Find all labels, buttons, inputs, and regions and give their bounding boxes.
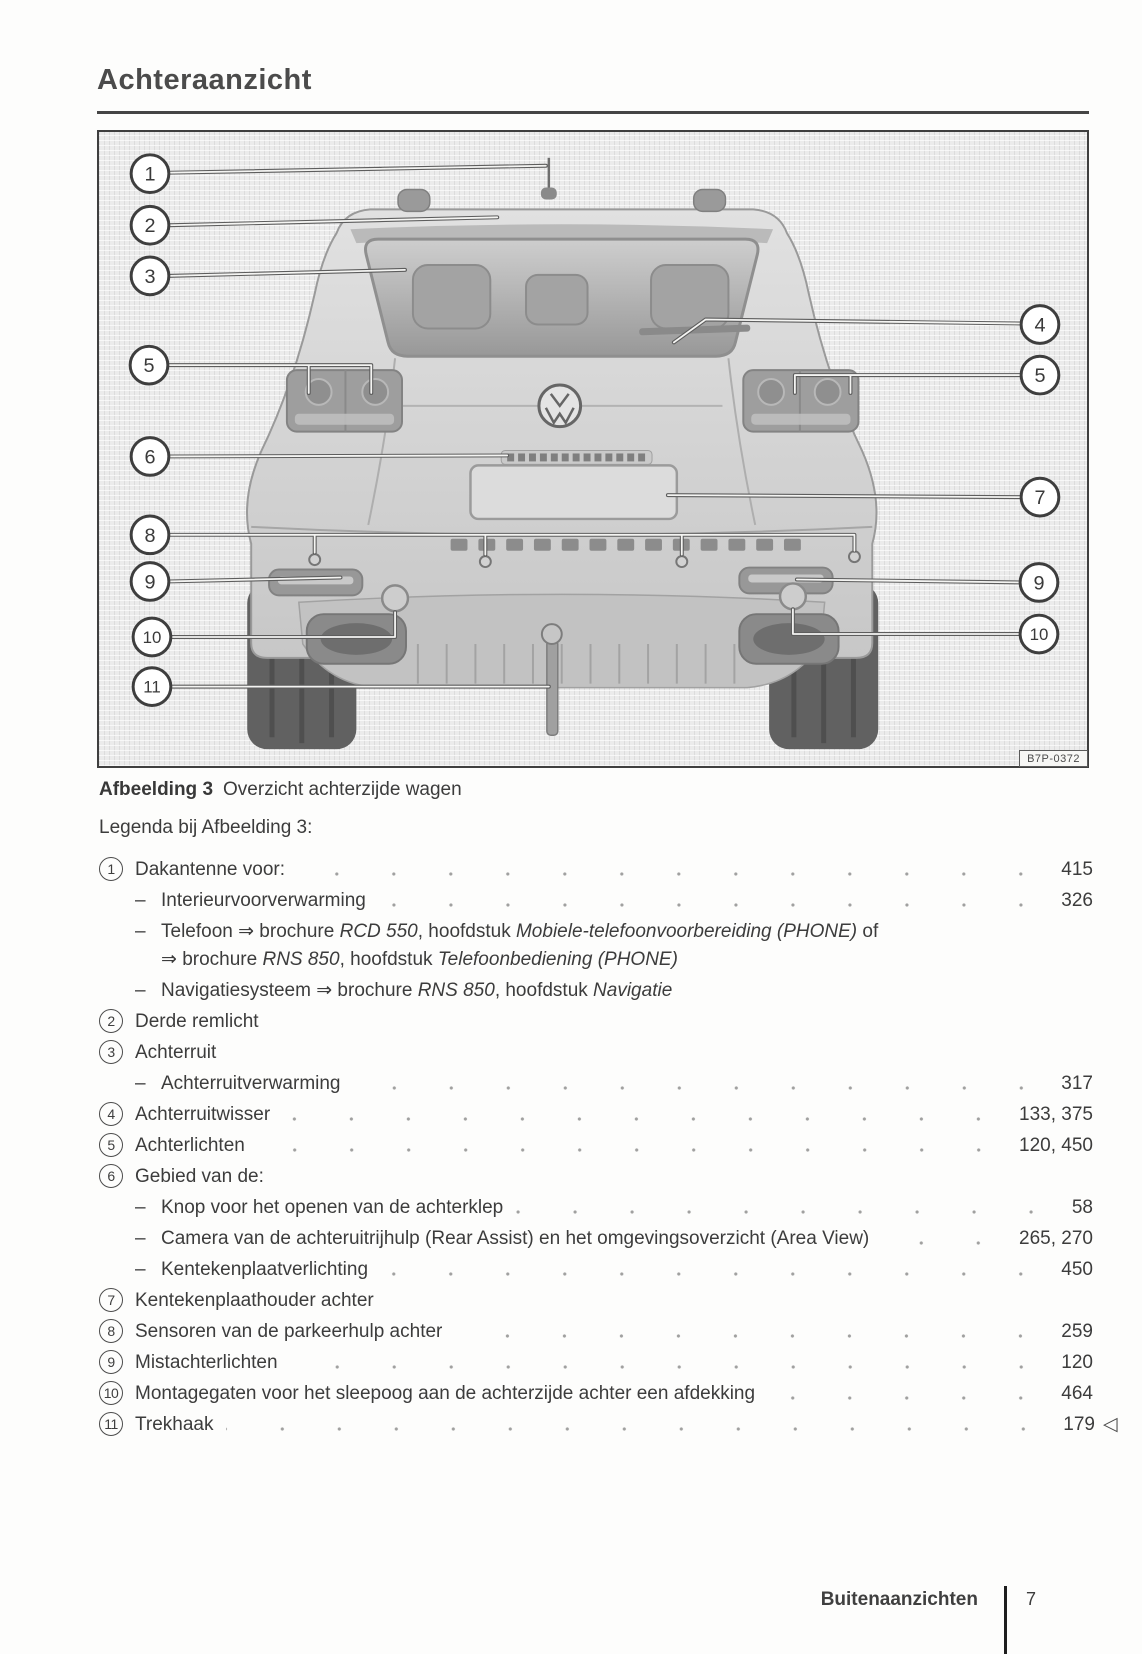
legend-item-page-ref: 179 — [1063, 1414, 1095, 1435]
dot-leader — [454, 1333, 1049, 1339]
callout-10-left — [133, 618, 171, 656]
legend-item — [99, 1320, 1093, 1343]
legend-item-text: Dakantenne voor: — [135, 859, 285, 880]
callout-2 — [131, 206, 169, 244]
legend-item-page-ref: 464 — [1061, 1383, 1093, 1404]
legend-item-text: Navigatiesysteem ⇒ brochure RNS 850, hoofdstuk Navigatie — [161, 980, 673, 1001]
svg-text:9: 9 — [144, 571, 156, 594]
legend-item-text: Kentekenplaatverlichting — [161, 1259, 369, 1280]
callout-1 — [131, 155, 169, 193]
legend-item — [99, 1165, 1093, 1188]
legend-item-text: Trekhaak — [135, 1414, 214, 1435]
tailgate-handle-strip — [501, 450, 652, 464]
legend-item-text: Telefoon ⇒ brochure RCD 550, hoofdstuk Mobiele-telefoonvoorbereiding (PHONE) of — [161, 921, 879, 942]
title-rule — [97, 111, 1089, 114]
legend-item-text: Mistachterlichten — [135, 1352, 278, 1373]
section-end-triangle: ◁ — [1103, 1414, 1118, 1435]
legend-item-text: Interieurvoorverwarming — [161, 890, 366, 911]
legend-item-page-ref: 326 — [1061, 890, 1093, 911]
legend-item-number: 5 — [99, 1133, 123, 1157]
legend-item — [99, 1103, 1093, 1126]
legend-item — [99, 948, 1093, 971]
svg-text:8: 8 — [144, 524, 156, 547]
svg-text:2: 2 — [144, 215, 156, 238]
legend-item-text: Achterlichten — [135, 1135, 245, 1156]
dot-leader — [282, 1116, 1007, 1122]
callout-5-left — [130, 346, 168, 384]
callout-8 — [131, 516, 169, 554]
callout-10-right — [1020, 615, 1058, 653]
legend-item-page-ref: 133, 375 — [1019, 1104, 1093, 1125]
tow-eye-cover-right — [780, 583, 806, 609]
dot-leader — [297, 871, 1049, 877]
legend-item-text: Camera van de achteruitrijhulp (Rear Assist) en het omgevingsoverzicht (Area View) — [161, 1228, 870, 1249]
fog-light-left — [269, 570, 362, 596]
figure-caption — [99, 779, 462, 801]
legend-item-number: 8 — [99, 1319, 123, 1343]
legend-item — [99, 1289, 1093, 1312]
figure-caption-text: Overzicht achterzijde wagen — [223, 779, 462, 800]
legend-item-text: Achterruitwisser — [135, 1104, 271, 1125]
image-code-label: B7P-0372 — [1019, 750, 1088, 767]
rear-view-figure — [97, 130, 1089, 768]
svg-text:10: 10 — [1029, 624, 1049, 644]
dot-leader — [881, 1240, 1007, 1246]
legend-item — [99, 858, 1093, 881]
legend-item-text: Sensoren van de parkeerhulp achter — [135, 1321, 443, 1342]
dot-leader — [515, 1209, 1060, 1215]
legend-item — [99, 889, 1093, 912]
legend-item — [99, 1041, 1093, 1064]
legend-list — [99, 858, 1118, 1444]
callout-3 — [131, 257, 169, 295]
legend-item-dash: – — [135, 890, 146, 911]
svg-text:10: 10 — [142, 627, 162, 647]
legend-item-number: 10 — [99, 1381, 123, 1405]
headrest-middle — [526, 275, 588, 325]
tail-light-right — [743, 370, 858, 432]
footer-page-number: 7 — [1026, 1589, 1037, 1609]
dot-leader — [378, 902, 1049, 908]
legend-item — [99, 1134, 1093, 1157]
svg-text:1: 1 — [144, 163, 156, 186]
svg-text:11: 11 — [143, 677, 161, 697]
legend-item-page-ref: 265, 270 — [1019, 1228, 1093, 1249]
legend-item-number: 9 — [99, 1350, 123, 1374]
dot-leader — [290, 1364, 1050, 1370]
callout-9-right — [1020, 564, 1058, 602]
legend-item-text: Gebied van de: — [135, 1166, 264, 1187]
svg-text:5: 5 — [1034, 365, 1046, 388]
legend-item-page-ref: 415 — [1061, 859, 1093, 880]
legend-item-number: 6 — [99, 1164, 123, 1188]
callout-11 — [133, 668, 171, 706]
legend-item-number: 4 — [99, 1102, 123, 1126]
page-title: Achteraanzicht — [97, 64, 312, 96]
rear-view-diagram — [99, 132, 1086, 765]
licence-plate-holder — [470, 465, 676, 519]
legend-item — [99, 1072, 1093, 1095]
legend-item-text: Kentekenplaathouder achter — [135, 1290, 374, 1311]
dot-leader — [353, 1085, 1050, 1091]
legend-item-page-ref: 317 — [1061, 1073, 1093, 1094]
roof-rails — [398, 190, 725, 212]
page-footer — [99, 1586, 1093, 1654]
legend-item-dash: – — [135, 921, 146, 942]
rear-window — [365, 239, 757, 356]
legend-item — [99, 1227, 1093, 1250]
legend-item — [99, 1196, 1093, 1219]
legend-item-number: 11 — [99, 1412, 123, 1436]
tail-light-left — [287, 370, 402, 432]
legend-item — [99, 1413, 1118, 1436]
dot-leader — [380, 1271, 1049, 1277]
legend-item-page-ref: 58 — [1071, 1197, 1093, 1218]
legend-item-text: ⇒ brochure RNS 850, hoofdstuk Telefoonbediening (PHONE) — [161, 949, 678, 970]
legend-item — [99, 1258, 1093, 1281]
legend-item-text: Derde remlicht — [135, 1011, 259, 1032]
dot-leader — [767, 1395, 1049, 1401]
legend-item-text: Montagegaten voor het sleepoog aan de achterzijde achter een afdekking — [135, 1383, 756, 1404]
callout-4 — [1021, 306, 1059, 344]
tow-eye-cover-left — [382, 585, 408, 611]
figure-caption-label: Afbeelding 3 — [99, 779, 214, 800]
legend-item-number: 3 — [99, 1040, 123, 1064]
svg-text:7: 7 — [1034, 487, 1046, 510]
dot-leader — [257, 1147, 1007, 1153]
legend-item — [99, 979, 1093, 1002]
legend-item-dash: – — [135, 1228, 146, 1249]
svg-text:9: 9 — [1033, 572, 1045, 595]
callout-9-left — [131, 563, 169, 601]
callout-6 — [131, 438, 169, 476]
legend-item — [99, 1010, 1093, 1033]
legend-item-dash: – — [135, 1259, 146, 1280]
dot-leader — [226, 1426, 1052, 1432]
legend-item-page-ref: 259 — [1061, 1321, 1093, 1342]
legend-item-page-ref: 120 — [1061, 1352, 1093, 1373]
legend-item-text: Knop voor het openen van de achterklep — [161, 1197, 504, 1218]
legend-item — [99, 1382, 1093, 1405]
legend-item-dash: – — [135, 1073, 146, 1094]
headrest-left — [413, 265, 490, 328]
svg-text:5: 5 — [143, 355, 155, 378]
svg-text:6: 6 — [144, 446, 156, 469]
legend-heading: Legenda bij Afbeelding 3: — [99, 817, 313, 838]
legend-item — [99, 920, 1093, 943]
svg-text:4: 4 — [1034, 314, 1046, 337]
legend-item — [99, 1351, 1093, 1374]
svg-text:3: 3 — [144, 265, 156, 288]
legend-item-number: 1 — [99, 857, 123, 881]
legend-item-dash: – — [135, 980, 146, 1001]
legend-item-text: Achterruitverwarming — [161, 1073, 341, 1094]
legend-item-number: 7 — [99, 1288, 123, 1312]
exhaust-right — [739, 614, 838, 664]
callout-5-right — [1021, 356, 1059, 394]
footer-section-title: Buitenaanzichten — [820, 1589, 978, 1610]
legend-item-dash: – — [135, 1197, 146, 1218]
legend-item-page-ref: 120, 450 — [1019, 1135, 1093, 1156]
callout-7 — [1021, 478, 1059, 516]
legend-item-page-ref: 450 — [1061, 1259, 1093, 1280]
legend-item-text: Achterruit — [135, 1042, 217, 1063]
legend-item-number: 2 — [99, 1009, 123, 1033]
